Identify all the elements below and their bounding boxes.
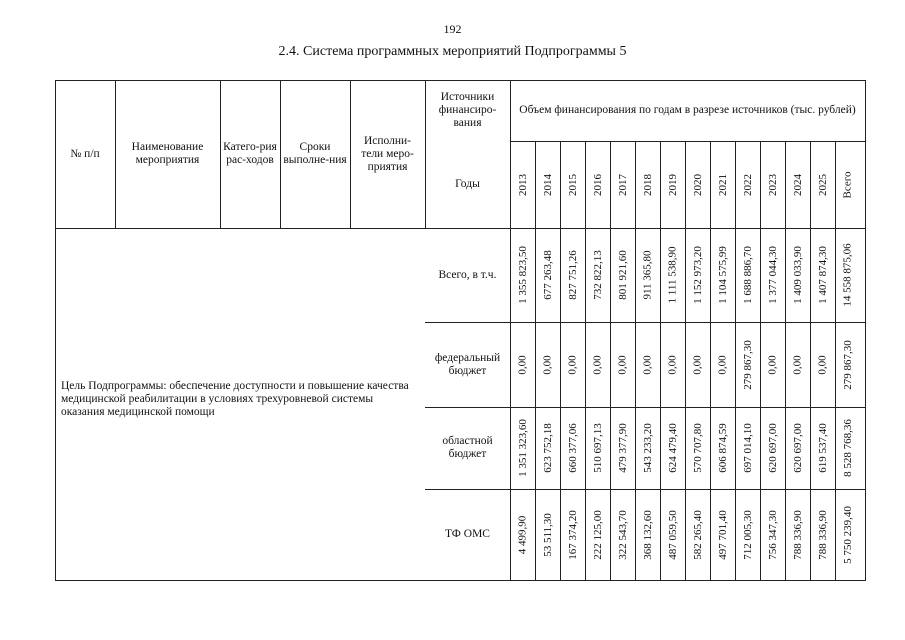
table-rule [350,80,351,229]
amount-value: 167 374,20 [566,509,579,560]
amount-cell [810,228,835,322]
year-header [710,141,735,228]
year-header [635,141,660,228]
amount-value: 543 233,20 [641,423,654,473]
amount-value: 623 752,18 [541,423,554,473]
amount-cell [510,322,535,407]
amount-value: 479 377,90 [616,423,629,473]
amount-value: 1 351 323,60 [516,419,529,477]
amount-cell [785,228,810,322]
amount-value: 1 104 575,99 [716,246,729,304]
amount-value: 660 377,06 [566,423,579,473]
amount-cell [635,407,660,489]
amount-value: 5 750 239,40 [841,505,854,564]
year-header-label: 2015 [566,173,579,196]
amount-value: 756 347,30 [766,509,779,560]
amount-cell [735,407,760,489]
amount-cell [735,228,760,322]
amount-cell [810,322,835,407]
amount-cell [585,228,610,322]
amount-value: 0,00 [541,354,554,375]
amount-cell [760,489,785,580]
amount-value: 624 479,40 [666,423,679,473]
amount-cell [635,228,660,322]
amount-cell [710,489,735,580]
amount-cell [610,322,635,407]
year-header-label: 2025 [816,173,829,196]
amount-cell [660,322,685,407]
amount-value: 487 059,50 [666,509,679,560]
amount-value: 0,00 [691,354,704,375]
amount-cell [760,322,785,407]
amount-cell [785,322,810,407]
amount-cell [685,489,710,580]
amount-cell [835,322,860,407]
year-header-label: 2019 [666,173,679,196]
header-terms: Сроки выполне-ния [283,141,347,166]
year-header-label: 2017 [616,173,629,196]
amount-cell [610,407,635,489]
amount-value: 510 697,13 [591,423,604,473]
section-title: 2.4. Система программных мероприятий Подпрограммы 5 [278,44,627,59]
amount-cell [735,322,760,407]
year-header-label: 2018 [641,173,654,196]
year-header [585,141,610,228]
year-header [735,141,760,228]
year-header [685,141,710,228]
amount-cell [535,489,560,580]
amount-value: 497 701,40 [716,509,729,560]
table-rule [425,80,426,229]
amount-cell [660,407,685,489]
amount-cell [685,407,710,489]
amount-cell [735,489,760,580]
source-label: федеральный бюджет [434,351,501,377]
amount-cell [660,489,685,580]
amount-cell [760,228,785,322]
amount-cell [510,489,535,580]
amount-cell [785,489,810,580]
amount-value: 0,00 [816,354,829,375]
amount-value: 788 336,90 [816,509,829,560]
amount-cell [835,228,860,322]
amount-value: 619 537,40 [816,423,829,473]
year-header-label: 2023 [766,173,779,196]
year-header [785,141,810,228]
amount-value: 14 558 875,06 [841,243,854,307]
amount-cell [710,228,735,322]
year-header-label: Всего [841,171,854,198]
amount-value: 1 407 874,30 [816,246,829,304]
amount-value: 606 874,59 [716,423,729,473]
amount-value: 712 005,30 [741,509,754,560]
amount-cell [835,489,860,580]
amount-value: 570 707,80 [691,423,704,473]
year-header [535,141,560,228]
amount-cell [635,489,660,580]
amount-value: 827 751,26 [566,250,579,300]
year-header [560,141,585,228]
year-header-label: 2021 [716,173,729,196]
year-header [835,141,860,228]
amount-value: 0,00 [641,354,654,375]
amount-cell [510,407,535,489]
amount-value: 788 336,90 [791,509,804,560]
amount-value: 368 132,60 [641,509,654,560]
amount-value: 620 697,00 [766,423,779,473]
source-label: ТФ ОМС [445,528,490,540]
header-volume: Объем финансирования по годам в разрезе источников (тыс. рублей) [519,104,856,116]
amount-cell [535,228,560,322]
year-header [810,141,835,228]
year-header [510,141,535,228]
source-label: областной бюджет [442,435,493,460]
amount-value: 0,00 [766,354,779,375]
year-header [760,141,785,228]
year-header-label: 2013 [516,173,529,196]
amount-value: 0,00 [516,354,529,375]
amount-cell [535,322,560,407]
source-label: Всего, в т.ч. [438,268,497,281]
amount-value: 911 365,80 [641,250,654,300]
amount-value: 0,00 [566,354,579,375]
amount-value: 53 511,30 [541,512,554,557]
amount-cell [710,322,735,407]
amount-value: 279 867,30 [841,339,854,390]
amount-value: 1 377 044,30 [766,246,779,304]
amount-cell [560,407,585,489]
header-years-label: Годы [455,178,480,190]
amount-value: 8 528 768,36 [841,419,854,477]
year-header-label: 2024 [791,173,804,196]
amount-cell [710,407,735,489]
amount-cell [610,228,635,322]
amount-value: 582 265,40 [691,509,704,560]
table-rule [55,80,56,581]
amount-value: 0,00 [591,354,604,375]
amount-value: 322 543,70 [616,509,629,560]
amount-cell [510,228,535,322]
table-rule [115,80,116,229]
subprogram-goal: Цель Подпрограммы: обеспечение доступности и повышение качества медицинской реабилитации в условиях трехуровневой системы оказания медицинской помощи [61,380,409,418]
amount-cell [810,489,835,580]
table-rule [280,80,281,229]
amount-cell [560,489,585,580]
amount-value: 0,00 [716,354,729,375]
amount-cell [560,322,585,407]
amount-cell [760,407,785,489]
table-rule [865,80,866,581]
year-header-label: 2014 [541,173,554,196]
amount-value: 0,00 [791,354,804,375]
amount-value: 1 152 973,20 [691,246,704,304]
amount-cell [835,407,860,489]
amount-value: 1 111 538,90 [666,246,679,304]
amount-value: 677 263,48 [541,250,554,300]
amount-cell [635,322,660,407]
amount-cell [685,322,710,407]
year-header [610,141,635,228]
year-header [660,141,685,228]
funding-table [55,80,865,580]
amount-value: 1 355 823,50 [516,246,529,304]
amount-value: 222 125,00 [591,509,604,560]
amount-cell [610,489,635,580]
amount-cell [560,228,585,322]
amount-value: 1 409 033,90 [791,246,804,304]
amount-cell [585,407,610,489]
amount-value: 732 822,13 [591,250,604,300]
amount-cell [810,407,835,489]
header-executors: Исполни-тели меро-приятия [361,134,414,173]
amount-value: 279 867,30 [741,339,754,390]
page-number: 192 [443,22,462,36]
header-category: Катего-рия рас-ходов [223,141,277,166]
amount-cell [585,489,610,580]
header-num: № п/п [70,147,100,160]
amount-cell [535,407,560,489]
amount-cell [785,407,810,489]
table-rule [220,80,221,229]
table-rule [55,580,866,581]
amount-cell [660,228,685,322]
amount-value: 0,00 [616,354,629,375]
year-header-label: 2016 [591,173,604,196]
amount-value: 4 499,90 [516,515,529,554]
amount-value: 801 921,60 [616,250,629,300]
amount-cell [685,228,710,322]
header-name: Наименование мероприятия [131,141,204,166]
amount-value: 697 014,10 [741,423,754,473]
amount-value: 1 688 886,70 [741,246,754,304]
amount-cell [585,322,610,407]
year-header-label: 2020 [691,173,704,196]
header-sources: Источники финансиро-вания [438,91,497,129]
year-header-label: 2022 [741,173,754,196]
amount-value: 620 697,00 [791,423,804,473]
amount-value: 0,00 [666,354,679,375]
